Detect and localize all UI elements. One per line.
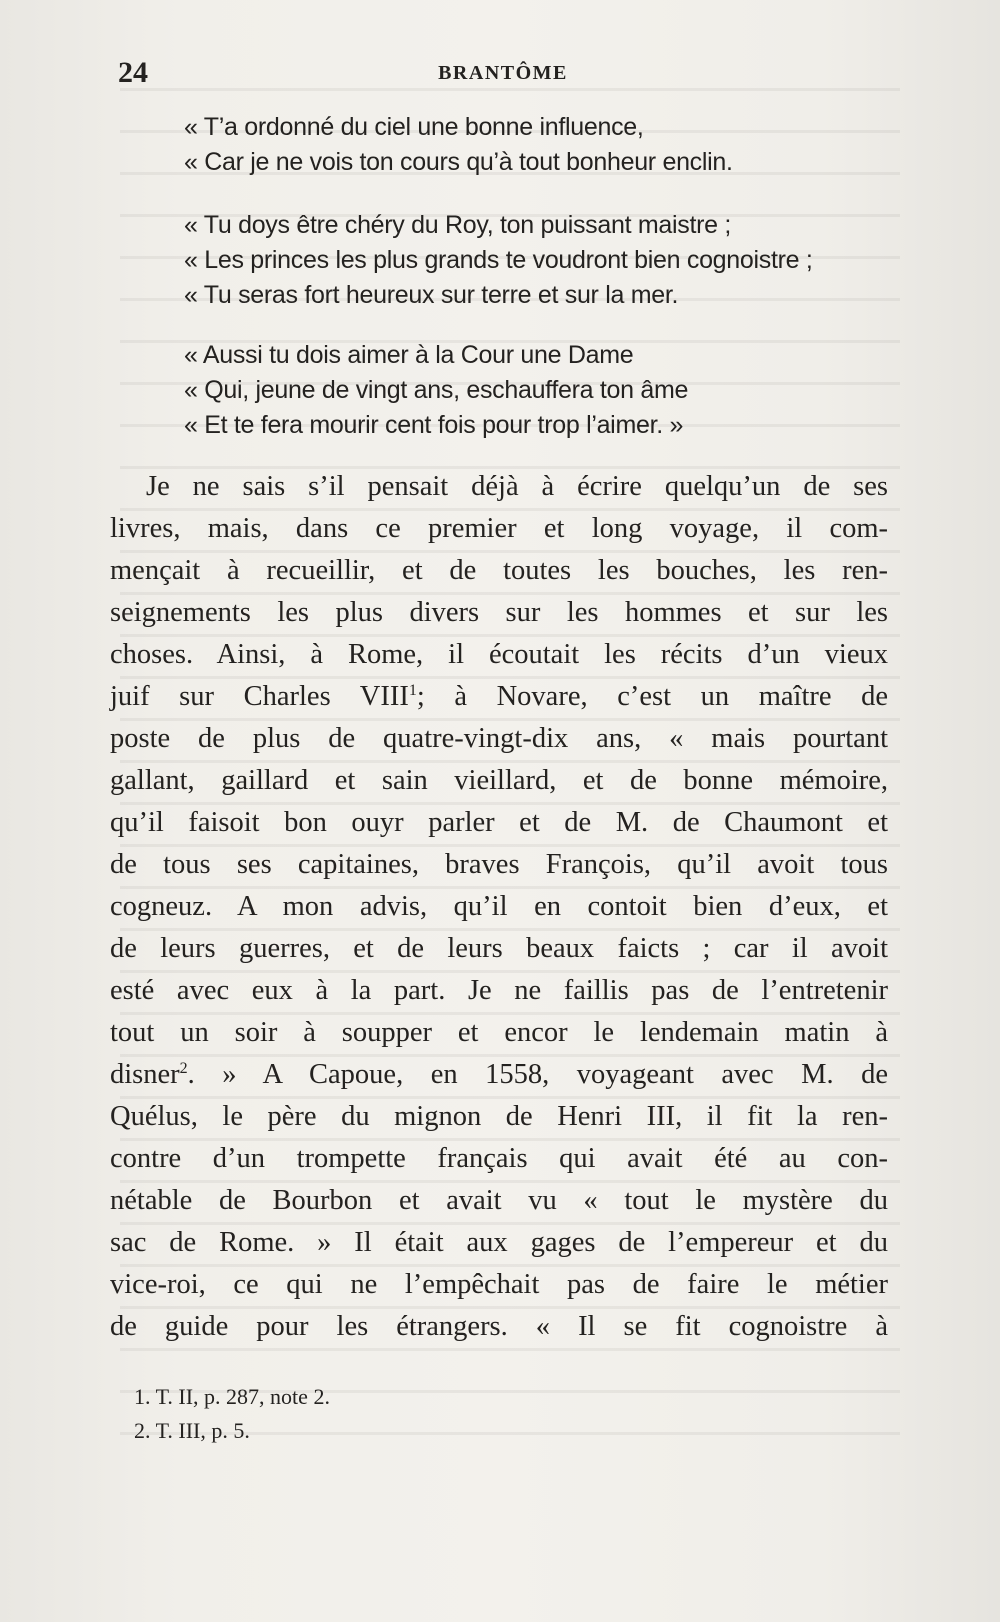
- prose-text: disner: [110, 1059, 180, 1090]
- prose-line: poste de plus de quatre-vingt-dix ans, « mais pourtant: [110, 723, 888, 754]
- prose-line: de guide pour les étrangers. « Il se fit cognoistre à: [110, 1311, 888, 1342]
- prose-line: Je ne sais s’il pensait déjà à écrire quelqu’un de ses: [146, 471, 888, 502]
- prose-line-with-footnote: [110, 1054, 888, 1096]
- page-header: [118, 56, 888, 96]
- prose-line: de tous ses capitaines, braves François, qu’il avoit tous: [110, 849, 888, 880]
- verse-line: « Tu doys être chéry du Roy, ton puissant maistre ;: [184, 211, 732, 239]
- verse-line: « Tu seras fort heureux sur terre et sur la mer.: [184, 281, 679, 309]
- prose-line: mençait à recueillir, et de toutes les bouches, les ren-: [110, 555, 888, 586]
- footnote-1: 1. T. II, p. 287, note 2.: [134, 1384, 330, 1409]
- verse-stanza-1: [184, 110, 904, 180]
- prose-line: tout un soir à soupper et encor le lendemain matin à: [110, 1017, 888, 1048]
- prose-line: nétable de Bourbon et avait vu « tout le mystère du: [110, 1185, 888, 1216]
- prose-line: qu’il faisoit bon ouyr parler et de M. de Chaumont et: [110, 807, 888, 838]
- prose-line: sac de Rome. » Il était aux gages de l’empereur et du: [110, 1227, 888, 1258]
- body-paragraph: [110, 466, 888, 1348]
- verse-line: « T’a ordonné du ciel une bonne influence,: [184, 113, 644, 141]
- prose-line: Quélus, le père du mignon de Henri III, il fit la ren-: [110, 1101, 888, 1132]
- prose-line: vice-roi, ce qui ne l’empêchait pas de faire le métier: [110, 1269, 888, 1300]
- verse-line: « Les princes les plus grands te voudront bien cognoistre ;: [184, 246, 813, 274]
- verse-line: « Aussi tu dois aimer à la Cour une Dame: [184, 341, 634, 369]
- footnotes: [134, 1380, 330, 1448]
- verse-line: « Car je ne vois ton cours qu’à tout bonheur enclin.: [184, 148, 733, 176]
- verse-line: « Qui, jeune de vingt ans, eschauffera ton âme: [184, 376, 689, 404]
- prose-line: esté avec eux à la part. Je ne faillis pas de l’entretenir: [110, 975, 888, 1006]
- footnote-ref[interactable]: 1: [408, 682, 417, 699]
- verse-stanza-3: [184, 338, 904, 443]
- prose-line: contre d’un trompette français qui avait été au con-: [110, 1143, 888, 1174]
- verse-stanza-2: [184, 208, 904, 313]
- prose-text: juif sur Charles VIII: [110, 681, 409, 712]
- footnote-2: 2. T. III, p. 5.: [134, 1418, 250, 1443]
- page-number: 24: [118, 56, 148, 89]
- prose-line-with-footnote: [110, 676, 888, 718]
- prose-line: de leurs guerres, et de leurs beaux faicts ; car il avoit: [110, 933, 888, 964]
- prose-line: choses. Ainsi, à Rome, il écoutait les récits d’un vieux: [110, 639, 888, 670]
- prose-line: seignements les plus divers sur les hommes et sur les: [110, 597, 888, 628]
- running-head: BRANTÔME: [438, 62, 568, 84]
- prose-line: cogneuz. A mon advis, qu’il en contoit bien d’eux, et: [110, 891, 888, 922]
- footnote-ref[interactable]: 2: [179, 1060, 188, 1077]
- prose-text: ; à Novare, c’est un maître de: [416, 681, 889, 712]
- prose-line: gallant, gaillard et sain vieillard, et de bonne mémoire,: [110, 765, 888, 796]
- prose-line: livres, mais, dans ce premier et long voyage, il com-: [110, 513, 888, 544]
- verse-line: « Et te fera mourir cent fois pour trop l’aimer. »: [184, 411, 684, 439]
- prose-text: . » A Capoue, en 1558, voyageant avec M. de: [187, 1059, 888, 1090]
